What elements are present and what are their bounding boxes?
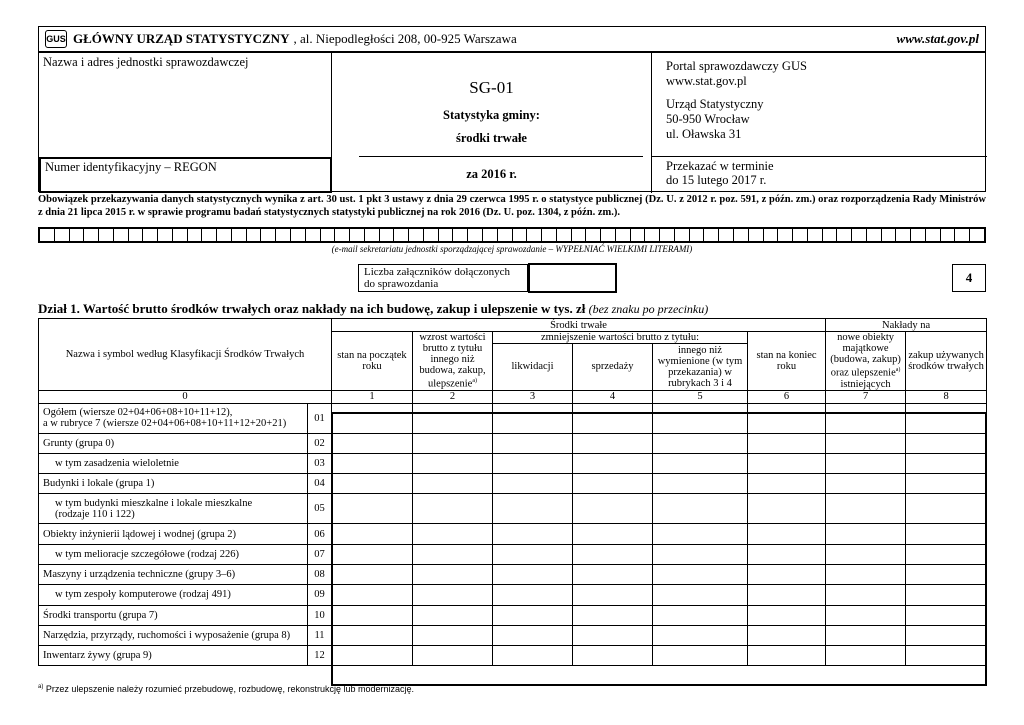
table-row — [39, 585, 987, 605]
input-cell[interactable] — [493, 433, 573, 453]
input-cell[interactable] — [413, 524, 493, 544]
input-cell[interactable] — [493, 403, 573, 433]
header-liquidation: likwidacji — [493, 344, 573, 390]
header-bar — [38, 26, 986, 52]
input-cell[interactable] — [748, 494, 826, 524]
website-link[interactable]: www.stat.gov.pl — [896, 31, 979, 46]
input-cell[interactable] — [332, 605, 413, 625]
row-number: 11 — [308, 625, 332, 645]
header-new: nowe obiekty majątkowe (budowa, zakup) oraz ulepszenie$^{a)}$ istniejących — [826, 332, 906, 391]
row-label: Budynki i lokale (grupa 1) — [39, 474, 308, 494]
input-cell[interactable] — [332, 524, 413, 544]
input-cell[interactable] — [653, 524, 748, 544]
legal-text: Obowiązek przekazywania danych statystycznych wynika z art. 30 ust. 1 pkt 3 ustawy z dnia 29 czerwca 1995 r. o statystyce publicznej (Dz. U. z 2012 r. poz. 591, z późn. zm.) oraz rozporządzenia Rady Ministrów z dnia 21 lipca 2015 r. w sprawie programu badań statystycznych statystyki publicznej na rok 2016 (Dz. U. poz. 1304, z późn. zm.). — [38, 194, 986, 218]
input-cell[interactable] — [413, 585, 493, 605]
input-cell[interactable] — [573, 605, 653, 625]
input-cell[interactable] — [573, 646, 653, 666]
input-cell[interactable] — [653, 474, 748, 494]
input-cell[interactable] — [413, 646, 493, 666]
input-cell[interactable] — [748, 474, 826, 494]
input-cell[interactable] — [413, 474, 493, 494]
input-cell[interactable] — [413, 453, 493, 473]
section-title — [38, 301, 708, 317]
input-cell[interactable] — [653, 605, 748, 625]
row-label: Narzędzia, przyrządy, ruchomości i wyposażenie (grupa 8) — [39, 625, 308, 645]
table-row — [39, 625, 987, 645]
row-number: 06 — [308, 524, 332, 544]
form-subtitle-1: Statystyka gminy: — [443, 108, 540, 122]
table-row — [39, 474, 987, 494]
input-cell[interactable] — [332, 585, 413, 605]
input-cell[interactable] — [493, 646, 573, 666]
input-cell[interactable] — [653, 585, 748, 605]
regon-label: Numer identyfikacyjny – REGON — [45, 160, 217, 174]
row-number: 10 — [308, 605, 332, 625]
input-cell[interactable] — [748, 585, 826, 605]
input-cell[interactable] — [748, 433, 826, 453]
input-cell[interactable] — [906, 494, 987, 524]
header-used: zakup używanych środków trwałych — [906, 332, 987, 391]
input-cell[interactable] — [332, 474, 413, 494]
input-cell[interactable] — [573, 564, 653, 584]
input-cell[interactable] — [906, 403, 987, 433]
row-number: 12 — [308, 646, 332, 666]
row-number: 05 — [308, 494, 332, 524]
row-label: w tym zespoły komputerowe (rodzaj 491) — [39, 585, 308, 605]
input-cell[interactable] — [493, 494, 573, 524]
deadline-info — [652, 157, 987, 193]
input-cell[interactable] — [332, 646, 413, 666]
input-cell[interactable] — [906, 625, 987, 645]
input-cell[interactable] — [573, 585, 653, 605]
deadline-line-1: Przekazać w terminie — [666, 159, 774, 173]
header-fixed-assets: Środki trwałe — [332, 319, 826, 332]
form-header-box — [38, 52, 986, 192]
input-cell[interactable] — [906, 646, 987, 666]
input-cell[interactable] — [332, 453, 413, 473]
input-cell[interactable] — [332, 403, 413, 433]
input-cell[interactable] — [493, 625, 573, 645]
org-name: GŁÓWNY URZĄD STATYSTYCZNY — [73, 31, 290, 46]
table-row — [39, 433, 987, 453]
input-cell[interactable] — [413, 433, 493, 453]
header-outlays: Nakłady na — [826, 319, 987, 332]
gus-logo-icon: GUS — [45, 30, 67, 48]
portal-line-2[interactable]: www.stat.gov.pl — [666, 74, 747, 88]
section-title-text: Dział 1. Wartość brutto środków trwałych oraz nakłady na ich budowę, zakup i ulepszenie w tys. zł — [38, 301, 586, 316]
input-cell[interactable] — [826, 564, 906, 584]
input-cell[interactable] — [413, 494, 493, 524]
header-other: innego niż wymienione (w tym przekazania) w rubrykach 3 i 4 — [653, 344, 748, 390]
input-cell[interactable] — [748, 646, 826, 666]
email-hint: (e-mail sekretariatu jednostki sporządzającej sprawozdanie – WYPEŁNIAĆ WIELKIMI LITERAMI) — [331, 244, 693, 254]
input-cell[interactable] — [826, 625, 906, 645]
input-cell[interactable] — [653, 544, 748, 564]
input-cell[interactable] — [653, 433, 748, 453]
input-cell[interactable] — [413, 625, 493, 645]
input-cell[interactable] — [332, 564, 413, 584]
input-cell[interactable] — [493, 564, 573, 584]
table-row — [39, 646, 987, 666]
input-cell[interactable] — [653, 646, 748, 666]
form-code: SG-01 — [469, 78, 514, 97]
input-cell[interactable] — [573, 494, 653, 524]
row-number: 03 — [308, 453, 332, 473]
input-cell[interactable] — [748, 403, 826, 433]
footnote: $^{a)}$ Przez ulepszenie należy rozumieć przebudowę, rozbudowę, rekonstrukcję lub modernizację. — [38, 684, 415, 694]
form-subtitle-2: środki trwałe — [456, 131, 527, 145]
office-line-1: Urząd Statystyczny — [666, 97, 764, 111]
input-cell[interactable] — [573, 403, 653, 433]
input-cell[interactable] — [653, 494, 748, 524]
input-cell[interactable] — [332, 494, 413, 524]
header-start: stan na początek roku — [332, 332, 413, 391]
row-label: Środki transportu (grupa 7) — [39, 605, 308, 625]
input-cell[interactable] — [653, 564, 748, 584]
deadline-line-2: do 15 lutego 2017 r. — [666, 173, 767, 187]
input-cell[interactable] — [826, 453, 906, 473]
header-sales: sprzedaży — [573, 344, 653, 390]
input-cell[interactable] — [906, 544, 987, 564]
row-number: 08 — [308, 564, 332, 584]
input-cell[interactable] — [413, 544, 493, 564]
input-cell[interactable] — [906, 524, 987, 544]
input-cell[interactable] — [573, 625, 653, 645]
input-cell[interactable] — [826, 474, 906, 494]
input-cell[interactable] — [826, 433, 906, 453]
input-cell[interactable] — [332, 625, 413, 645]
input-cell[interactable] — [748, 564, 826, 584]
input-cell[interactable] — [332, 544, 413, 564]
input-cell[interactable] — [826, 585, 906, 605]
unit-name-field[interactable] — [39, 53, 332, 157]
input-cell[interactable] — [906, 605, 987, 625]
input-cell[interactable] — [493, 453, 573, 473]
attachments-label: Liczba załączników dołączonych do sprawozdania — [358, 264, 528, 292]
header-decrease: zmniejszenie wartości brutto z tytułu: — [493, 332, 748, 344]
input-cell[interactable] — [573, 474, 653, 494]
row-number: 04 — [308, 474, 332, 494]
row-label: Obiekty inżynierii lądowej i wodnej (grupa 2) — [39, 524, 308, 544]
input-cell[interactable] — [826, 605, 906, 625]
input-cell[interactable] — [573, 524, 653, 544]
row-label: Maszyny i urządzenia techniczne (grupy 3–6) — [39, 564, 308, 584]
header-increase: wzrost wartości brutto z tytułu innego niż budowa, zakup, ulepszenie$^{a)}$ — [413, 332, 493, 391]
table-row — [39, 544, 987, 564]
input-cell[interactable] — [906, 564, 987, 584]
input-cell[interactable] — [493, 524, 573, 544]
office-line-2: 50-950 Wrocław — [666, 112, 750, 126]
table-row — [39, 403, 987, 433]
section-note: (bez znaku po przecinku) — [588, 302, 709, 316]
regon-field[interactable] — [39, 157, 332, 193]
column-numbers-row: 0 1 2 3 4 5 6 7 8 — [39, 390, 987, 403]
input-cell[interactable] — [826, 646, 906, 666]
input-cell[interactable] — [653, 625, 748, 645]
row-label: Grunty (grupa 0) — [39, 433, 308, 453]
table-row — [39, 494, 987, 524]
input-cell[interactable] — [493, 544, 573, 564]
input-cell[interactable] — [906, 474, 987, 494]
row-label: Ogółem (wiersze 02+04+06+08+10+11+12), a w rubryce 7 (wiersze 02+04+06+08+10+11+12+20+21) — [39, 403, 308, 433]
input-cell[interactable] — [826, 544, 906, 564]
input-cell[interactable] — [748, 625, 826, 645]
attachments-input[interactable] — [528, 263, 617, 293]
row-label: w tym budynki mieszkalne i lokale mieszkalne (rodzaje 110 i 122) — [39, 494, 308, 524]
input-cell[interactable] — [748, 605, 826, 625]
table-row — [39, 605, 987, 625]
input-cell[interactable] — [906, 433, 987, 453]
row-label: Inwentarz żywy (grupa 9) — [39, 646, 308, 666]
org-address: , al. Niepodległości 208, 00-925 Warszawa — [293, 31, 517, 46]
input-cell[interactable] — [493, 585, 573, 605]
divider — [359, 156, 643, 157]
input-cell[interactable] — [826, 494, 906, 524]
input-cell[interactable] — [573, 544, 653, 564]
input-cell[interactable] — [653, 403, 748, 433]
input-cell[interactable] — [573, 453, 653, 473]
input-cell[interactable] — [413, 403, 493, 433]
header-name: Nazwa i symbol według Klasyfikacji Środków Trwałych — [39, 319, 332, 391]
input-cell[interactable] — [826, 524, 906, 544]
page-number: 4 — [952, 264, 986, 292]
portal-line-1: Portal sprawozdawczy GUS — [666, 59, 807, 73]
header-end: stan na koniec roku — [748, 332, 826, 391]
input-cell[interactable] — [573, 433, 653, 453]
office-line-3: ul. Oławska 31 — [666, 127, 742, 141]
input-cell[interactable] — [493, 474, 573, 494]
form-year: za 2016 r. — [466, 167, 517, 181]
input-cell[interactable] — [332, 433, 413, 453]
row-label: w tym melioracje szczegółowe (rodzaj 226) — [39, 544, 308, 564]
row-number: 09 — [308, 585, 332, 605]
input-cell[interactable] — [653, 453, 748, 473]
row-label: w tym zasadzenia wieloletnie — [39, 453, 308, 473]
email-input-cells[interactable] — [38, 227, 986, 243]
input-cell[interactable] — [906, 453, 987, 473]
input-cell[interactable] — [748, 544, 826, 564]
input-cell[interactable] — [493, 605, 573, 625]
row-number: 07 — [308, 544, 332, 564]
unit-name-label: Nazwa i adres jednostki sprawozdawczej — [43, 55, 249, 69]
input-cell[interactable] — [826, 403, 906, 433]
portal-info — [652, 53, 987, 157]
input-cell[interactable] — [413, 605, 493, 625]
form-title-block — [332, 53, 652, 193]
table-row — [39, 453, 987, 473]
input-cell[interactable] — [748, 524, 826, 544]
input-cell[interactable] — [413, 564, 493, 584]
table-row — [39, 564, 987, 584]
fixed-assets-table — [38, 318, 987, 666]
input-cell[interactable] — [906, 585, 987, 605]
row-number: 02 — [308, 433, 332, 453]
table-row — [39, 524, 987, 544]
row-number: 01 — [308, 403, 332, 433]
input-cell[interactable] — [748, 453, 826, 473]
